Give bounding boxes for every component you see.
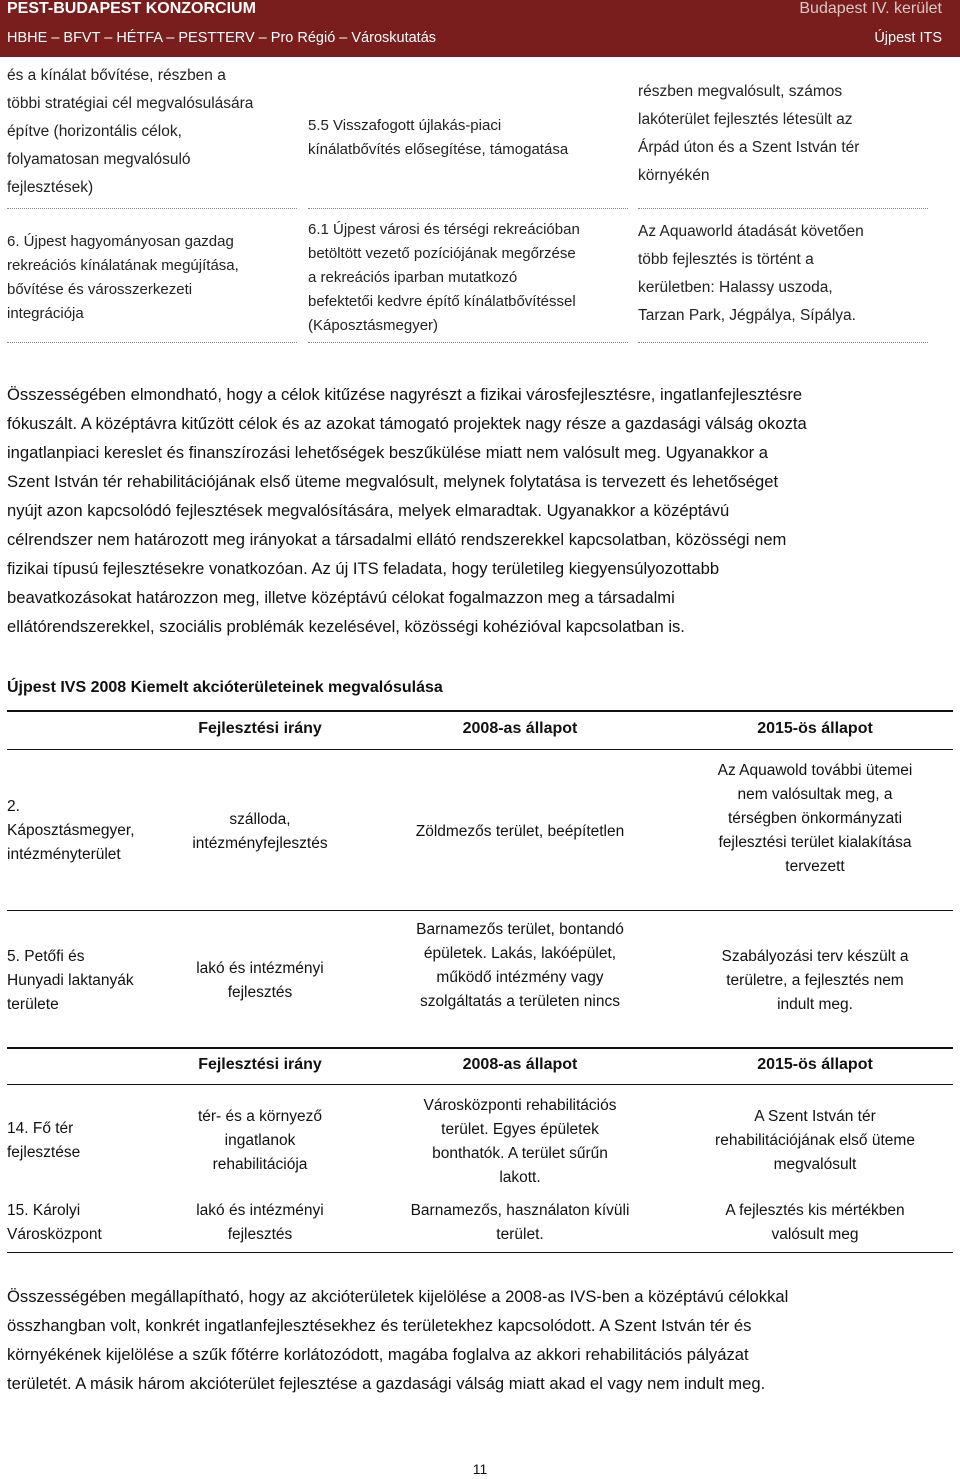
- table-title: Újpest IVS 2008 Kiemelt akcióterületeinek megvalósulása: [7, 679, 443, 696]
- divider: [638, 208, 928, 209]
- top-row2-goal: 6. Újpest hagyományosan gazdag rekreációs kínálatának megújítása, bővítése és városszerkezeti integrációja: [7, 233, 239, 322]
- summary-paragraph-1: Összességében elmondható, hogy a célok kitűzése nagyrészt a fizikai városfejlesztésre, ingatlanfejlesztésre fókuszált. A középtávra kitűzött célok és az azokat támogató projektek nagy része a gazdasági válság okozta ingatlanpiaci kereslet és finanszírozási lehetőségek beszűkülése miatt nem valósult meg. Ugyanakkor a Szent István tér rehabilitációjának első üteme megvalósult, melynek folytatása is tervezett és lehetőséget nyújt azon kapcsolódó fejlesztések megvalósítására, melyek elmaradtak. Ugyanakkor a középtávú célrendszer nem határozott meg irányokat a társadalmi ellátó rendszerekkel kapcsolatban, közösségi nem fizikai típusú fejlesztésekre vonatkozóan. Az új ITS feladata, hogy területileg kiegyensúlyozottabb beavatkozásokat határozzon meg, illetve középtávú célokat fogalmazzon meg a társadalmi ellátórendszerekkel, szociális problémák kezelésével, közösségi kohézióval kapcsolatban is.: [7, 385, 807, 636]
- table-row-2008: Városközponti rehabilitációs terület. Egyes épületek bonthatók. A terület sűrűn lakott.: [423, 1097, 617, 1186]
- summary-paragraph-2: Összességében megállapítható, hogy az akcióterületek kijelölése a 2008-as IVS-ben a középtávú célokkal összhangban volt, konkrét ingatlanfejlesztésekhez és területekhez kapcsolódott. A Szent István tér és környékének kijelölése a szűk főtérre korlátozódott, magába foglalva az akkori rehabilitációs pályázat területét. A másik három akcióterület fejlesztése a gazdasági válság miatt akad el vagy nem indult meg.: [7, 1287, 789, 1393]
- table-row-area-name: 2. Káposztásmegyer, intézményterület: [7, 798, 135, 863]
- header-district: Budapest IV. kerület: [799, 0, 942, 17]
- table-row-2015: Szabályozási terv készült a területre, a fejlesztés nem indult meg.: [721, 948, 909, 1013]
- table-row-2008: Barnamezős, használaton kívüli terület.: [410, 1202, 630, 1243]
- table-row-2008: Zöldmezős terület, beépítetlen: [415, 823, 625, 840]
- divider: [7, 208, 297, 209]
- divider: [308, 208, 628, 209]
- page-header: [0, 0, 960, 57]
- table-row-direction: tér- és a környező ingatlanok rehabilitációja: [197, 1108, 323, 1173]
- top-row2-subgoal: 6.1 Újpest városi és térségi rekreációban betöltött vezető pozíciójának megőrzése a rekreációs iparban mutatkozó befektetői kedvre építő kínálatbővítéssel (Káposztásmegyer): [308, 221, 580, 334]
- divider: [308, 342, 628, 343]
- top-row1-subgoal: 5.5 Visszafogott újlakás-piaci kínálatbővítés elősegítése, támogatása: [308, 117, 569, 158]
- table-rule: [7, 1047, 953, 1049]
- header-subtitle: HBHE – BFVT – HÉTFA – PESTTERV – Pro Régió – Városkutatás: [7, 30, 437, 46]
- header-2015: 2015-ös állapot: [757, 1056, 873, 1073]
- top-row1-status: részben megvalósult, számos lakóterület fejlesztés létesült az Árpád úton és a Szent István tér környékén: [638, 83, 860, 184]
- top-row1-goal: és a kínálat bővítése, részben a többi stratégiai cél megvalósulására építve (horizontális célok, folyamatosan megvalósuló fejlesztések): [7, 67, 254, 196]
- header-document: Újpest ITS: [874, 30, 942, 46]
- header-2015: 2015-ös állapot: [757, 720, 873, 737]
- table-rule: [7, 1252, 953, 1253]
- table-row-2015: A Szent István tér rehabilitációjának első üteme megvalósult: [715, 1108, 915, 1173]
- page-number: 11: [472, 1461, 488, 1477]
- table-row-direction: szálloda, intézményfejlesztés: [192, 811, 328, 852]
- table-row-direction: lakó és intézményi fejlesztés: [196, 1202, 324, 1243]
- divider: [7, 342, 297, 343]
- table-rule: [7, 749, 953, 750]
- top-row2-status: Az Aquaworld átadását követően több fejlesztés is történt a kerületben: Halassy uszoda, Tarzan Park, Jégpálya, Sípálya.: [638, 223, 864, 324]
- table-row-area-name: 14. Fő tér fejlesztése: [7, 1120, 81, 1161]
- header-direction: Fejlesztési irány: [198, 720, 322, 737]
- table-row-area-name: 15. Károlyi Városközpont: [7, 1202, 102, 1243]
- header-direction: Fejlesztési irány: [198, 1056, 322, 1073]
- header-title: PEST-BUDAPEST KONZORCIUM: [7, 0, 256, 17]
- table-rule: [7, 1084, 953, 1085]
- table-row-direction: lakó és intézményi fejlesztés: [196, 960, 324, 1001]
- header-2008: 2008-as állapot: [462, 720, 578, 737]
- table-row-area-name: 5. Petőfi és Hunyadi laktanyák területe: [7, 948, 134, 1013]
- divider: [638, 342, 928, 343]
- table-rule: [7, 710, 953, 712]
- table-row-2015: A fejlesztés kis mértékben valósult meg: [725, 1202, 905, 1243]
- table-row-2015: Az Aquawold további ütemei nem valósultak meg, a térségben önkormányzati fejlesztési terület kialakítása tervezett: [717, 762, 913, 875]
- table-rule: [7, 910, 953, 911]
- header-2008: 2008-as állapot: [462, 1056, 578, 1073]
- table-row-2008: Barnamezős terület, bontandó épületek. Lakás, lakóépület, működő intézmény vagy szolgáltatás a területen nincs: [416, 921, 624, 1010]
